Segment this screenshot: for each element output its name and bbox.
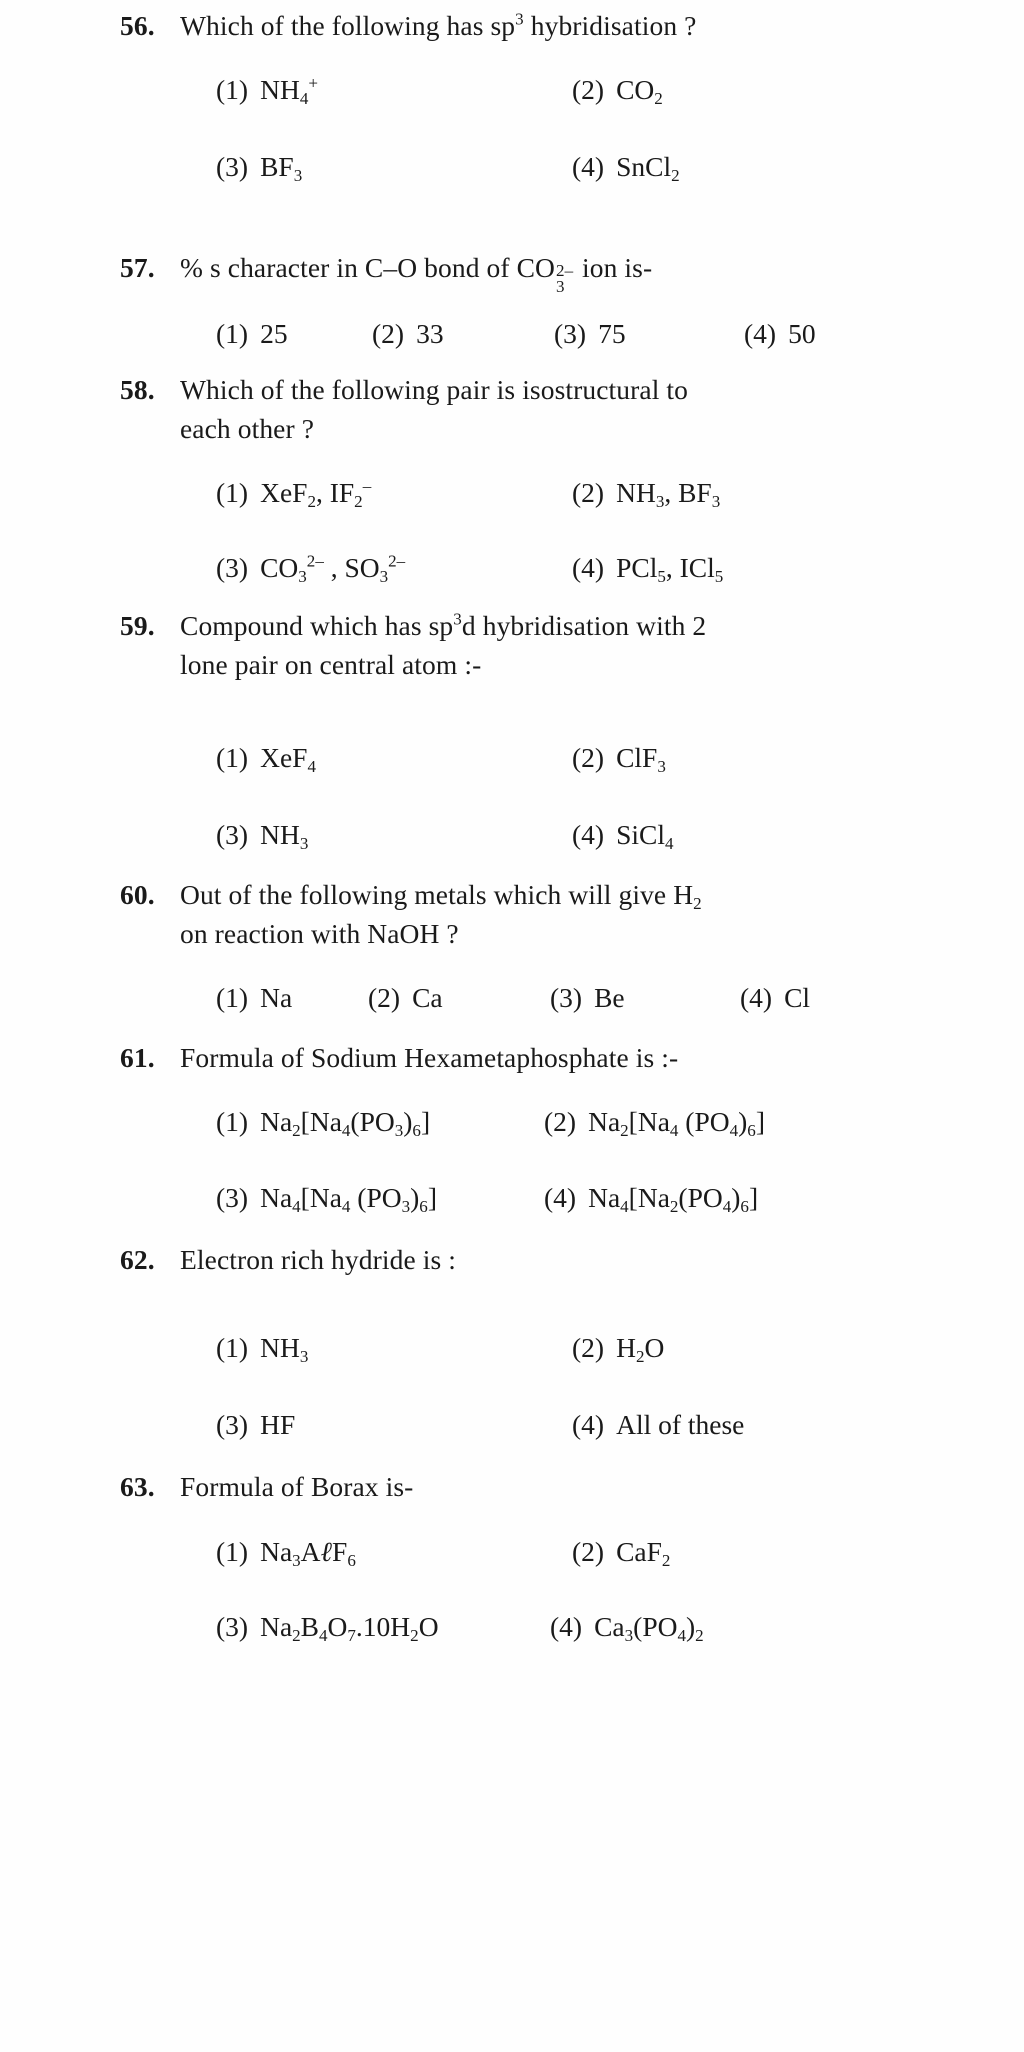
- option-formula: XeF$_4$: [260, 741, 316, 776]
- option-63-4[interactable]: [544, 1606, 908, 1647]
- q60-line2: on reaction with NaOH ?: [180, 918, 459, 950]
- question-56-options: [180, 69, 908, 188]
- option-formula: $NH_3$: [260, 818, 309, 853]
- option-label: (3): [216, 818, 249, 850]
- option-58-1[interactable]: [180, 472, 544, 513]
- question-62-options: [180, 1327, 908, 1446]
- question-59-header: [118, 606, 908, 684]
- option-label: (4): [550, 1610, 583, 1642]
- question-60: [118, 875, 908, 1018]
- option-row: [180, 1101, 908, 1142]
- option-row: [180, 1327, 908, 1368]
- question-63-number: 63.: [120, 1471, 155, 1503]
- option-label: (4): [544, 1181, 577, 1213]
- option-label: (4): [740, 982, 773, 1014]
- option-row: [180, 1531, 908, 1572]
- option-label: (3): [554, 317, 587, 349]
- option-formula: ClF$_3$: [616, 741, 666, 776]
- option-58-3[interactable]: [180, 547, 544, 588]
- option-59-4[interactable]: [544, 814, 908, 855]
- q56-seg1: Which of the following has sp: [180, 10, 516, 41]
- question-61: [118, 1038, 908, 1218]
- option-60-2[interactable]: [362, 977, 544, 1018]
- q57-seg2: ion is-: [575, 251, 653, 283]
- option-62-4[interactable]: [544, 1404, 908, 1445]
- q58-line2: each other ?: [180, 412, 315, 444]
- option-value: 33: [416, 317, 444, 349]
- option-label: (1): [216, 1535, 249, 1567]
- question-57-header: [118, 248, 908, 296]
- question-61-header: [118, 1038, 908, 1077]
- question-61-number: 61.: [120, 1042, 155, 1074]
- option-63-1[interactable]: [180, 1531, 544, 1572]
- option-formula: $Na_3A\ell F_6$: [260, 1535, 356, 1570]
- option-label: (4): [572, 1409, 605, 1441]
- question-59-number: 59.: [120, 610, 155, 642]
- option-label: (3): [216, 1181, 249, 1213]
- option-row: [180, 69, 908, 110]
- option-label: (1): [216, 982, 249, 1014]
- option-label: (3): [216, 1409, 249, 1441]
- question-61-text: Formula of Sodium Hexametaphosphate is :-: [180, 1042, 679, 1074]
- option-59-2[interactable]: [544, 737, 908, 778]
- question-57-options: [180, 313, 908, 354]
- question-57: [118, 248, 908, 354]
- option-formula: $H_2O$: [616, 1331, 665, 1366]
- question-list: [118, 6, 908, 1657]
- option-label: (2): [572, 1331, 605, 1363]
- option-label: (4): [572, 151, 605, 183]
- option-label: (1): [216, 1331, 249, 1363]
- option-formula: SnCl$_2$: [616, 151, 680, 186]
- option-formula: $Na_4[Na_4$ $(PO_3)_6$]: [260, 1181, 437, 1216]
- option-formula: $CO_3^{2-}$ , $SO_3^{2-}$: [260, 551, 406, 586]
- option-label: (1): [216, 476, 249, 508]
- q57-count: 3: [556, 276, 565, 296]
- option-formula: $Ca_3(PO_4)_2$: [594, 1610, 704, 1645]
- question-61-options: [180, 1101, 908, 1218]
- option-56-3[interactable]: [180, 146, 544, 187]
- q60-seg1: Out of the following metals which will give H: [180, 879, 694, 911]
- option-61-2[interactable]: [544, 1101, 908, 1142]
- q58-line1: Which of the following pair is isostructural to: [180, 373, 688, 405]
- q59-seg2: d hybridisation with 2: [461, 610, 707, 642]
- question-62-header: [118, 1240, 908, 1279]
- q59-superscript: 3: [453, 609, 462, 629]
- option-label: (4): [572, 552, 605, 584]
- option-63-3[interactable]: [180, 1606, 544, 1647]
- option-formula: $NH_3$: [260, 1331, 309, 1366]
- question-56-number: 56.: [120, 10, 155, 41]
- option-60-1[interactable]: [180, 977, 362, 1018]
- option-56-4[interactable]: [544, 146, 908, 187]
- option-61-4[interactable]: [544, 1177, 908, 1218]
- question-58-text: [180, 370, 862, 448]
- question-58-header: [118, 370, 908, 448]
- option-row: [180, 313, 908, 354]
- option-value: Be: [594, 982, 625, 1014]
- option-label: (3): [216, 151, 249, 183]
- option-63-2[interactable]: [544, 1531, 908, 1572]
- option-formula: SiCl$_4$: [616, 818, 674, 853]
- option-label: (2): [572, 476, 605, 508]
- option-58-2[interactable]: [544, 472, 908, 513]
- option-formula: XeF$_2$, $IF_2^-$: [260, 476, 372, 511]
- option-label: (4): [744, 317, 777, 349]
- question-56-header: [118, 6, 908, 45]
- option-value: Ca: [412, 982, 443, 1014]
- option-formula: $NH_3$, $BF_3$: [616, 476, 721, 511]
- option-value: Na: [260, 982, 293, 1014]
- option-row: [180, 814, 908, 855]
- option-58-4[interactable]: [544, 547, 908, 588]
- option-61-3[interactable]: [180, 1177, 544, 1218]
- option-label: (1): [216, 317, 249, 349]
- option-formula: CaF$_2$: [616, 1535, 671, 1570]
- q59-line2: lone pair on central atom :-: [180, 649, 482, 681]
- option-label: (3): [216, 552, 249, 584]
- option-formula: $Na_2B_4O_7.10H_2O$: [260, 1610, 439, 1645]
- question-60-header: [118, 875, 908, 953]
- option-row: [180, 547, 908, 588]
- q57-charge: 2–: [556, 261, 574, 281]
- option-label: (3): [550, 982, 583, 1014]
- option-formula: $BF_3$: [260, 151, 303, 186]
- option-row: [180, 472, 908, 513]
- option-62-3[interactable]: [180, 1404, 544, 1445]
- option-56-2[interactable]: [544, 69, 908, 110]
- option-62-1[interactable]: [180, 1327, 544, 1368]
- option-formula: $NH_4^+$: [260, 73, 318, 108]
- option-57-2[interactable]: [362, 313, 544, 354]
- option-57-3[interactable]: [544, 313, 726, 354]
- option-label: (3): [216, 1610, 249, 1642]
- option-value: 25: [260, 317, 288, 349]
- question-58-number: 58.: [120, 373, 155, 405]
- question-63-options: [180, 1531, 908, 1648]
- option-label: (2): [368, 982, 401, 1014]
- option-label: (4): [572, 818, 605, 850]
- option-row: [180, 1177, 908, 1218]
- option-formula: $CO_2$: [616, 74, 663, 108]
- option-row: [180, 146, 908, 187]
- option-formula: HF: [260, 1409, 296, 1441]
- option-59-1[interactable]: [180, 737, 544, 778]
- q60-subscript: 2: [693, 893, 702, 913]
- q56-superscript: 3: [515, 9, 524, 29]
- option-57-1[interactable]: [180, 313, 362, 354]
- question-62-text: Electron rich hydride is :: [180, 1243, 456, 1275]
- question-59-text: [180, 606, 882, 684]
- question-63-text: Formula of Borax is-: [180, 1471, 414, 1503]
- option-label: (2): [372, 317, 405, 349]
- question-59: [118, 606, 908, 855]
- option-formula: $Na_4[Na_2(PO_4)_6]$: [588, 1181, 759, 1216]
- option-row: [180, 1404, 908, 1445]
- option-60-4[interactable]: [726, 977, 908, 1018]
- question-58-options: [180, 472, 908, 589]
- question-62-number: 62.: [120, 1243, 155, 1275]
- option-value: Cl: [784, 982, 811, 1014]
- question-60-number: 60.: [120, 879, 155, 911]
- option-label: (2): [544, 1106, 577, 1138]
- option-label: (2): [572, 74, 605, 106]
- question-60-options: [180, 977, 908, 1018]
- option-row: [180, 977, 908, 1018]
- option-formula: PCl$_5$, ICl$_5$: [616, 552, 724, 586]
- q56-seg2: hybridisation ?: [523, 10, 697, 41]
- question-60-text: [180, 875, 908, 953]
- question-58: [118, 370, 908, 589]
- option-56-1[interactable]: [180, 69, 544, 110]
- option-57-4[interactable]: [726, 313, 908, 354]
- option-row: [180, 1606, 908, 1647]
- option-label: (1): [216, 741, 249, 773]
- question-57-text: [180, 248, 908, 296]
- option-value: 75: [598, 317, 626, 349]
- option-text: All of these: [616, 1409, 745, 1441]
- question-56: [118, 6, 908, 188]
- option-label: (2): [572, 1535, 605, 1567]
- option-62-2[interactable]: [544, 1327, 908, 1368]
- option-label: (2): [572, 741, 605, 773]
- option-formula: $Na_2[Na_4$ $(PO_4)_6$]: [588, 1106, 765, 1141]
- option-row: [180, 737, 908, 778]
- q57-seg1: % s character in C–O bond of CO: [180, 251, 556, 283]
- option-value: 50: [788, 317, 816, 349]
- question-63-header: [118, 1467, 908, 1506]
- option-59-3[interactable]: [180, 814, 544, 855]
- question-57-number: 57.: [120, 251, 155, 283]
- option-60-3[interactable]: [544, 977, 726, 1018]
- question-62: [118, 1240, 908, 1446]
- option-label: (1): [216, 74, 249, 106]
- option-61-1[interactable]: [180, 1101, 544, 1142]
- option-label: (1): [216, 1106, 249, 1138]
- question-56-text: [180, 6, 908, 45]
- question-63: [118, 1467, 908, 1647]
- option-formula: $Na_2[Na_4(PO_3)_6]$: [260, 1106, 431, 1141]
- question-59-options: [180, 737, 908, 856]
- q59-seg1: Compound which has sp: [180, 610, 454, 642]
